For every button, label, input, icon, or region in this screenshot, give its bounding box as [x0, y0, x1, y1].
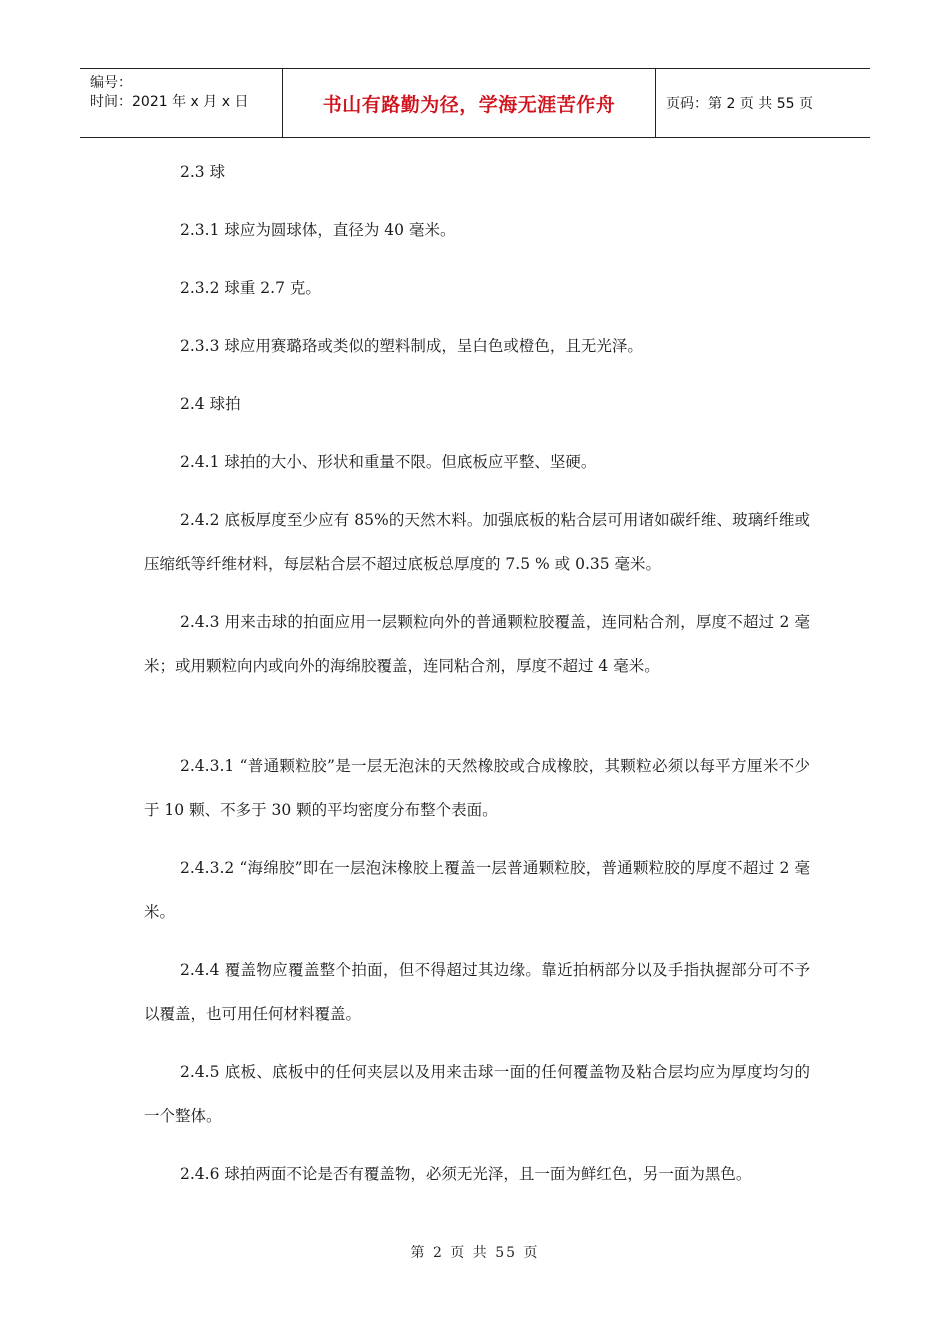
clause-2-3-1: 2.3.1 球应为圆球体，直径为 40 毫米。 [180, 221, 456, 239]
clause-2-4-5: 2.4.5 底板、底板中的任何夹层以及用来击球一面的任何覆盖物及粘合层均应为厚度均匀的一个整体。 [144, 1063, 810, 1125]
clause-2-4-3-2: 2.4.3.2 “海绵胶”即在一层泡沫橡胶上覆盖一层普通颗粒胶，普通颗粒胶的厚度不超过 2 毫米。 [144, 859, 810, 921]
section-heading-2-4: 2.4 球拍 [180, 395, 241, 413]
page-footer: 第 2 页 共 55 页 [410, 1245, 540, 1261]
clause-2-4-1: 2.4.1 球拍的大小、形状和重量不限。但底板应平整、坚硬。 [180, 453, 597, 471]
clause-2-4-6: 2.4.6 球拍两面不论是否有覆盖物，必须无光泽，且一面为鲜红色，另一面为黑色。 [180, 1165, 752, 1183]
header-motto: 书山有路勤为径，学海无涯苦作舟 [282, 69, 656, 137]
clause-2-4-3: 2.4.3 用来击球的拍面应用一层颗粒向外的普通颗粒胶覆盖，连同粘合剂，厚度不超过 2 毫米；或用颗粒向内或向外的海绵胶覆盖，连同粘合剂，厚度不超过 4 毫米。 [144, 613, 810, 675]
clause-2-4-2: 2.4.2 底板厚度至少应有 85%的天然木料。加强底板的粘合层可用诸如碳纤维、玻璃纤维或压缩纸等纤维材料，每层粘合层不超过底板总厚度的 7.5 % 或 0.35 毫米。 [144, 511, 810, 573]
clause-2-3-2: 2.3.2 球重 2.7 克。 [180, 279, 321, 297]
document-date: 时间：2021 年 x 月 x 日 [90, 94, 249, 110]
document-body [144, 150, 810, 1210]
document-number-label: 编号： [90, 75, 132, 91]
page-header [80, 68, 870, 138]
header-meta [80, 69, 282, 137]
header-page-info: 页码：第 2 页 共 55 页 [666, 96, 813, 112]
clause-2-4-3-1: 2.4.3.1 “普通颗粒胶”是一层无泡沫的天然橡胶或合成橡胶，其颗粒必须以每平方厘米不少于 10 颗、不多于 30 颗的平均密度分布整个表面。 [144, 757, 810, 819]
clause-2-4-4: 2.4.4 覆盖物应覆盖整个拍面，但不得超过其边缘。靠近拍柄部分以及手指执握部分可不予以覆盖，也可用任何材料覆盖。 [144, 961, 810, 1023]
clause-2-3-3: 2.3.3 球应用赛璐珞或类似的塑料制成，呈白色或橙色，且无光泽。 [180, 337, 643, 355]
section-heading-2-3: 2.3 球 [180, 163, 226, 181]
